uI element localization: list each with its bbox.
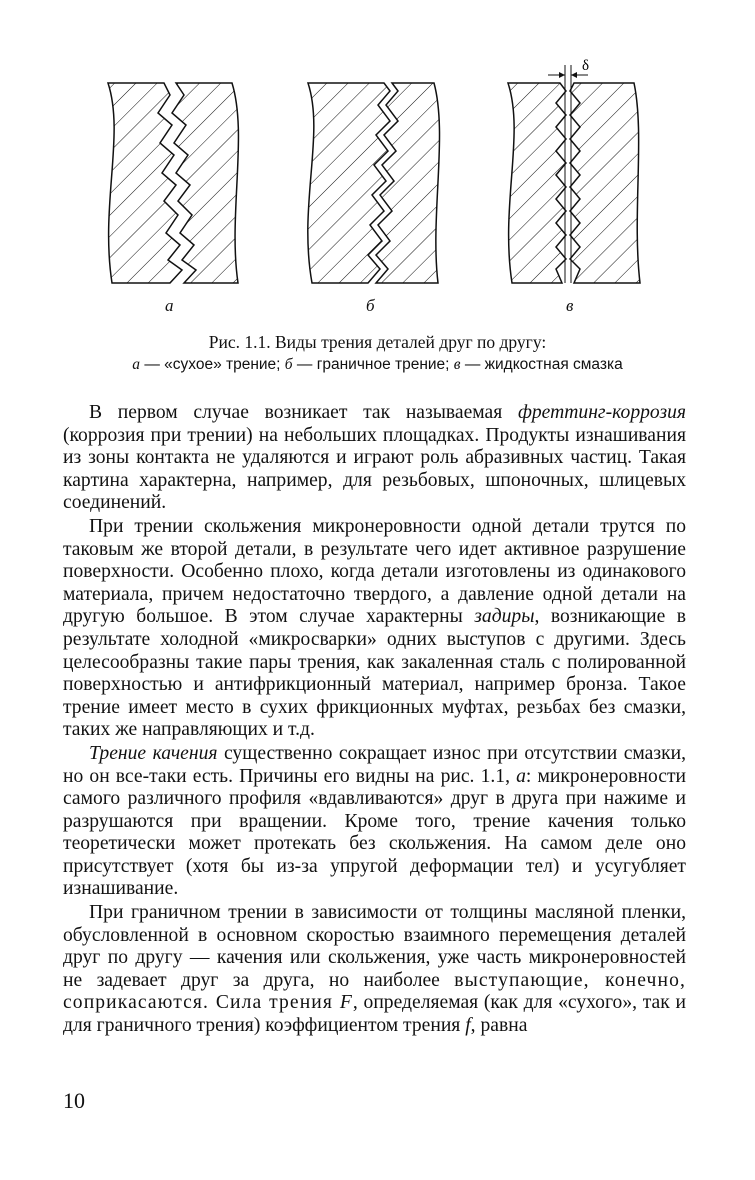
figure-caption-legend bbox=[0, 356, 755, 374]
symbol-F: F bbox=[339, 992, 353, 1014]
p4-wide-c: , равна bbox=[470, 1015, 528, 1037]
p3-fig-ref: а bbox=[516, 765, 526, 787]
paragraph-2 bbox=[63, 516, 686, 742]
panel-c-fluid-lubrication bbox=[508, 58, 640, 283]
page-number: 10 bbox=[63, 1088, 85, 1113]
legend-key-a: а bbox=[132, 356, 141, 373]
panel-label-c: в bbox=[566, 296, 574, 315]
panel-a-right-part bbox=[172, 83, 238, 283]
legend-text-a: — «сухое» трение; bbox=[140, 356, 285, 373]
term-fretting-corrosion: фреттинг-коррозия bbox=[517, 402, 686, 423]
p1-text-a: В первом случае возникает так называемая bbox=[89, 402, 518, 423]
figure-caption-title: Рис. 1.1. Виды трения деталей друг по другу: bbox=[208, 332, 547, 352]
p3-text-a: существенно сокращает износ при отсутствии смазки, но он все-таки есть. Причины его видны на рис. 1.1, bbox=[63, 742, 686, 787]
panel-c-left-part bbox=[508, 83, 566, 283]
p1-text-b: (коррозия при трении) на небольших площадках. Продукты изнашивания из зоны контакта не удаляются и играют роль абразивных частиц. Такая картина характерна, например, для резьбовых, шпоночных, шлицевых соединений. bbox=[63, 424, 686, 514]
panel-b-boundary-friction bbox=[308, 83, 440, 283]
panel-a-dry-friction bbox=[108, 83, 238, 283]
term-rolling-friction: Трение качения bbox=[89, 742, 218, 764]
symbol-f: f bbox=[465, 1015, 471, 1037]
p2-text-b: , возникающие в результате холодной «микросварки» одних выступов с другими. Здесь целесообразны такие пары трения, как закаленная сталь с полированной поверхностью и антифрикционный материал, например бронза. Такое трение имеет место в сухих фрикционных муфтах, резьбах без смазки, таких же направляющих и т.д. bbox=[63, 606, 686, 741]
term-seizure: задиры bbox=[474, 606, 535, 628]
body-text bbox=[63, 402, 686, 1038]
panel-b-right-part bbox=[376, 83, 440, 283]
paragraph-3 bbox=[63, 743, 686, 901]
legend-text-c: — жидкостная смазка bbox=[460, 356, 623, 373]
paragraph-4 bbox=[63, 902, 686, 1038]
delta-label: δ bbox=[582, 58, 590, 74]
p4-wide-b: , определяемая (как для «сухого», так и для граничного трения) коэффициентом трения bbox=[63, 992, 686, 1037]
p4-wide-a: выступающие, конечно, соприкасаются. Сила трения bbox=[63, 969, 686, 1014]
p2-text-a: При трении скольжения микронеровности одной детали трутся по таковым же второй детали, в результате чего идет активное разрушение поверхности. Особенно плохо, когда детали изготовлены из одинакового материала, причем недостаточно твердого, а давление одной детали на другую большое. В этом случае характерны bbox=[63, 515, 686, 628]
panel-c-right-part bbox=[570, 83, 640, 283]
legend-text-b: — граничное трение; bbox=[292, 356, 454, 373]
paragraph-1 bbox=[63, 402, 686, 515]
p4-text-a: При граничном трении в зависимости от толщины масляной пленки, обусловленной в основном скоростью взаимного перемещения деталей друг по другу — качения или скольжения, уже часть микронеровностей не задевает друг за друга, но наиболее bbox=[63, 902, 686, 991]
figure-friction-types bbox=[100, 55, 645, 310]
panel-a-left-part bbox=[108, 83, 182, 283]
panel-label-b: б bbox=[366, 296, 375, 315]
legend-key-c: в bbox=[453, 356, 461, 373]
legend-key-b: б bbox=[284, 356, 293, 373]
panel-label-a: а bbox=[165, 296, 174, 315]
friction-diagram bbox=[100, 55, 645, 310]
p3-text-b: : микронеровности самого различного профиля «вдавливаются» друг в друга при нажиме и разрушаются при вращении. Кроме того, трение качения только теоретически может протекать без скольжения. На самом деле оно присутствует (хотя бы из-за упругой деформации тел) и усугубляет изнашивание. bbox=[63, 765, 686, 900]
